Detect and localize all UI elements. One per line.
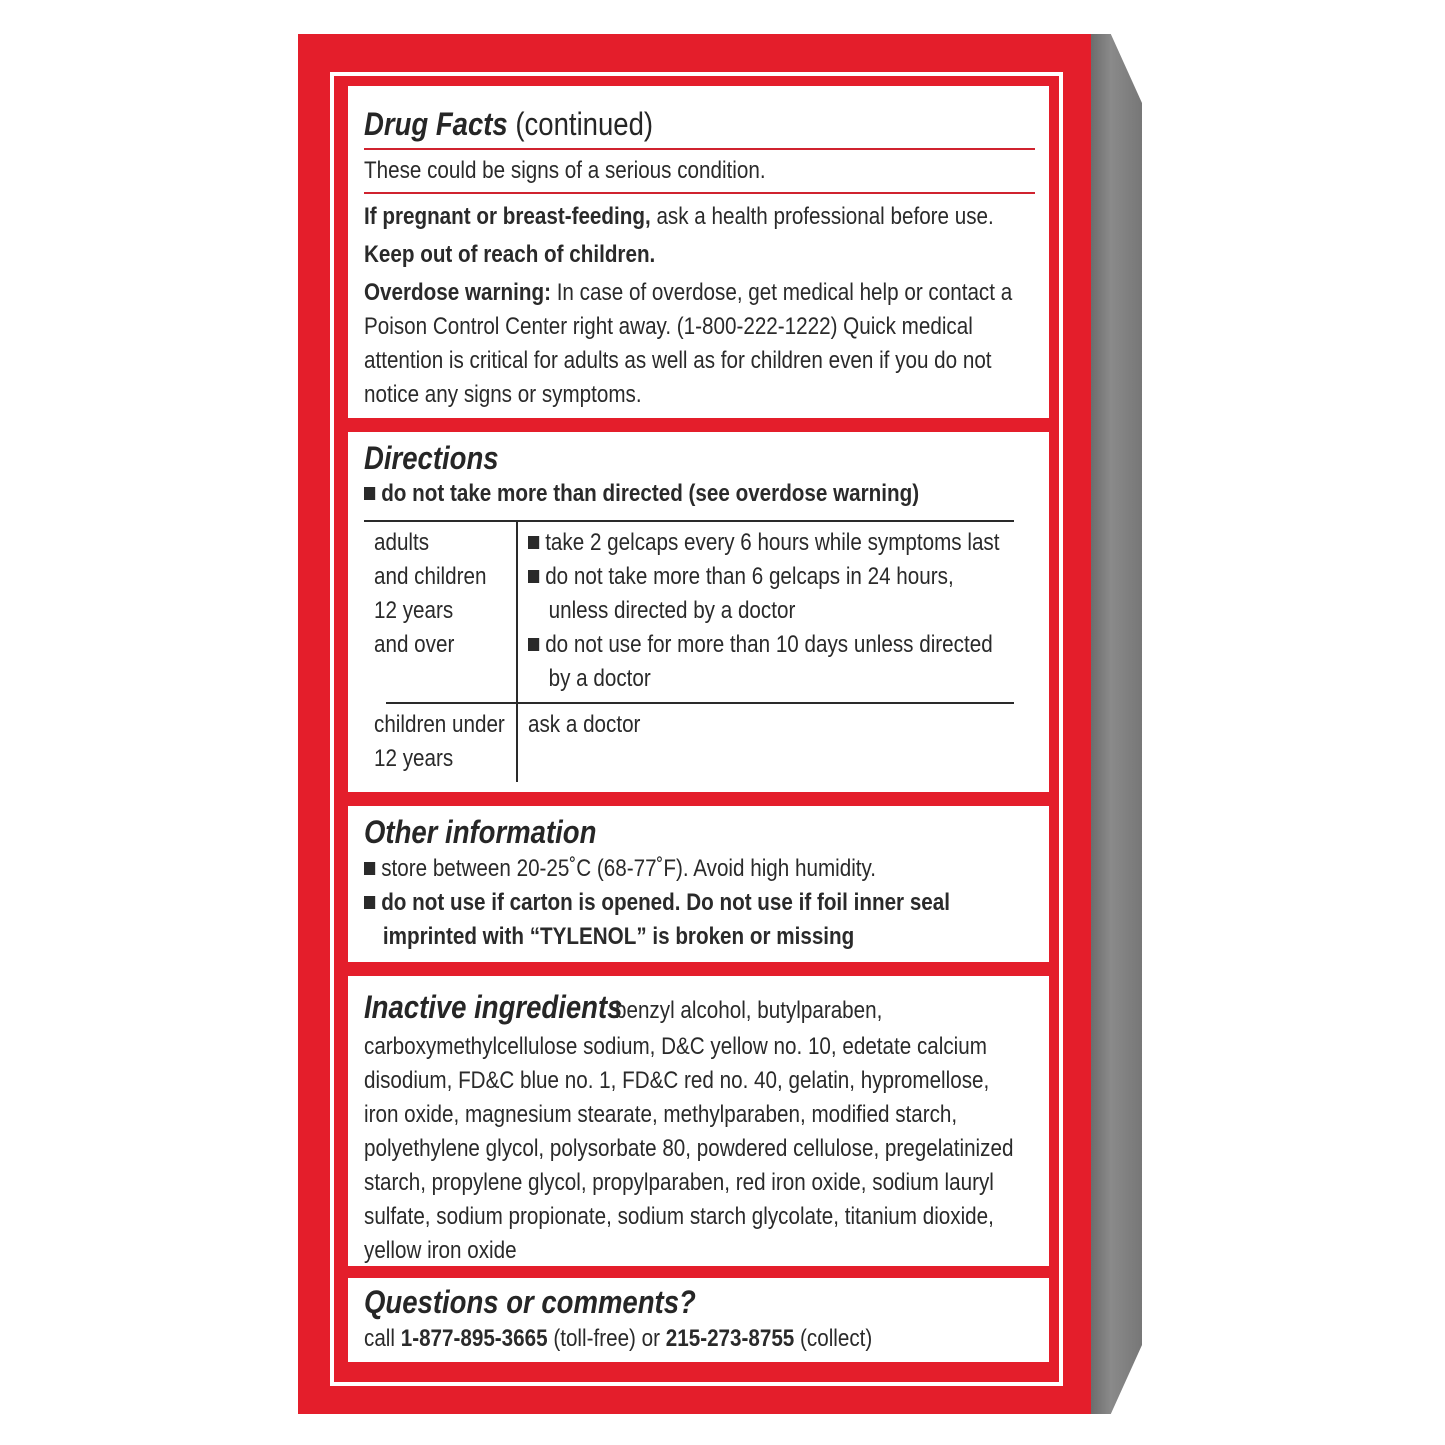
row2-age-line: children under (374, 711, 505, 738)
row1-age-line: and children (374, 563, 487, 590)
table-top-rule (364, 520, 1014, 522)
row2-dosage-text: ask a doctor (528, 711, 641, 738)
overdose-warning-line-2: Poison Control Center right away. (1-800-222-1222) Quick medical (364, 313, 973, 340)
overdose-text-1: In case of overdose, get medical help or contact a (556, 279, 1013, 306)
directions-bullet-text: do not take more than directed (see overdose warning) (381, 480, 920, 507)
keep-out-of-reach: Keep out of reach of children. (364, 241, 656, 268)
drug-facts-title: Drug Facts (364, 106, 508, 142)
drug-facts-heading (364, 102, 941, 146)
contact-line (364, 1322, 941, 1356)
dosage-item-text: unless directed by a doctor (548, 597, 796, 624)
bullet-square-icon (364, 896, 375, 909)
row1-dosage (528, 526, 1076, 696)
row1-age-line: and over (374, 631, 455, 658)
bullet-square-icon (364, 487, 375, 500)
dosage-table (364, 520, 1014, 782)
ingredient-line: iron oxide, magnesium stearate, methylparaben, modified starch, (364, 1101, 958, 1128)
row2-age-line: 12 years (374, 745, 454, 772)
carton-side-edge (1090, 34, 1142, 1414)
ingredient-line: polyethylene glycol, polysorbate 80, powdered cellulose, pregelatinized (364, 1135, 1014, 1162)
dosage-item-continued (528, 594, 999, 628)
overdose-label: Overdose warning: (364, 279, 551, 306)
directions-heading: Directions (364, 440, 499, 476)
ingredient-line: starch, propylene glycol, propylparaben, red iron oxide, sodium lauryl (364, 1169, 994, 1196)
carton-back-panel (298, 34, 1091, 1414)
seal-text-1: do not use if carton is opened. Do not use if foil inner seal (381, 889, 951, 916)
pregnant-label: If pregnant or breast-feeding, (364, 203, 651, 230)
seal-text-2: imprinted with “TYLENOL” is broken or missing (382, 923, 855, 950)
overdose-warning-line-3: attention is critical for adults as well as for children even if you do not (364, 347, 992, 374)
row1-age-line: adults (374, 529, 430, 556)
dosage-item-continued (528, 662, 999, 696)
dosage-item-text: do not take more than 6 gelcaps in 24 hours, (545, 563, 954, 590)
section-rule (364, 192, 1035, 194)
ingredient-line: yellow iron oxide (364, 1237, 517, 1264)
bullet-square-icon (528, 638, 539, 651)
inactive-ingredients-panel (348, 976, 1049, 1266)
directions-panel (348, 432, 1049, 792)
other-information-panel (348, 806, 1049, 962)
drug-facts-panel (348, 86, 1049, 418)
row2-age-group (374, 708, 526, 776)
dosage-item (528, 526, 999, 560)
ingredient-line: carboxymethylcellulose sodium, D&C yellow no. 10, edetate calcium (364, 1033, 987, 1060)
overdose-warning-line-1 (364, 276, 1013, 310)
drug-facts-continued: (continued) (515, 106, 654, 142)
collect-phone: 215-273-8755 (665, 1325, 795, 1352)
dosage-item (528, 560, 999, 594)
collect-note: (collect) (800, 1325, 873, 1352)
heading-rule (364, 148, 1035, 150)
seal-bullet (364, 886, 951, 920)
inactive-ingredients-heading: Inactive ingredients (364, 989, 623, 1025)
other-information-heading: Other information (364, 814, 597, 850)
inactive-ingredients-first-text: benzyl alcohol, butylparaben, (615, 997, 883, 1024)
bullet-square-icon (528, 536, 539, 549)
storage-text: store between 20-25˚C (68-77˚F). Avoid high humidity. (381, 855, 877, 882)
pregnant-text: ask a health professional before use. (656, 203, 994, 230)
toll-free-note: (toll-free) or (553, 1325, 661, 1352)
call-label: call (364, 1325, 395, 1352)
directions-bullet (364, 478, 941, 510)
dosage-item-text: by a doctor (548, 665, 651, 692)
inactive-ingredients-first-line (364, 988, 1035, 1030)
pregnant-warning (364, 200, 994, 234)
row2-dosage (528, 708, 659, 742)
dosage-item-text: do not use for more than 10 days unless directed (545, 631, 993, 658)
ingredient-line: sulfate, sodium propionate, sodium starch glycolate, titanium dioxide, (364, 1203, 994, 1230)
dosage-item-text: take 2 gelcaps every 6 hours while symptoms last (545, 529, 1000, 556)
storage-bullet (364, 852, 941, 886)
row1-age-line: 12 years (374, 597, 454, 624)
overdose-warning-line-4: notice any signs or symptoms. (364, 381, 642, 408)
questions-panel (348, 1278, 1049, 1362)
table-row-divider (386, 702, 1014, 704)
bullet-square-icon (528, 570, 539, 583)
questions-heading: Questions or comments? (364, 1284, 696, 1320)
dosage-item (528, 628, 999, 662)
toll-free-phone: 1-877-895-3665 (400, 1325, 548, 1352)
seal-bullet-continued (364, 920, 941, 954)
row1-age-group (374, 526, 505, 662)
serious-condition-text: These could be signs of a serious condition. (364, 157, 766, 184)
bullet-square-icon (364, 862, 375, 875)
ingredient-line: disodium, FD&C blue no. 1, FD&C red no. 40, gelatin, hypromellose, (364, 1067, 990, 1094)
